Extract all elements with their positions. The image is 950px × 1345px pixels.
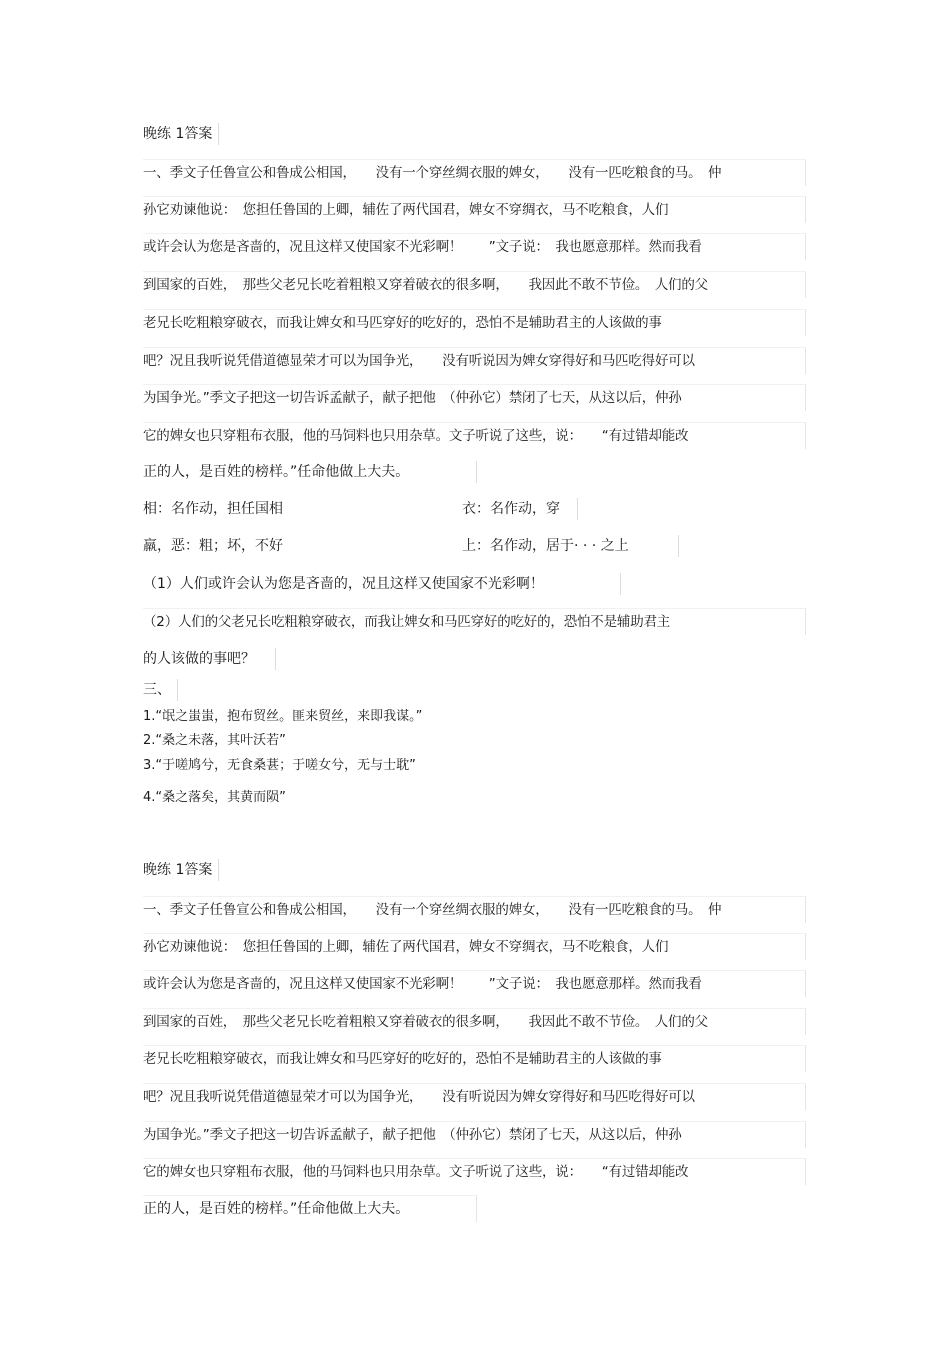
border-mark: [678, 535, 679, 557]
block1-para-line-3: 或许会认为您是吝啬的，况且这样又使国家不光彩啊！ ”文子说： 我也愿意那样。然而我看: [143, 233, 806, 260]
block2-para-line-9: 正的人，是百姓的榜样。”任命他做上大夫。: [143, 1195, 477, 1222]
block2-para-line-8: 它的婢女也只穿粗布衣服，他的马饲料也只用杂草。文子听说了这些，说： “有过错却能改: [143, 1158, 806, 1185]
block1-para-line-2: 孙它劝谏他说： 您担任鲁国的上卿，辅佐了两代国君，婢女不穿绸衣，马不吃粮食，人们: [143, 196, 806, 223]
block1-para-line-9: 正的人，是百姓的榜样。”任命他做上大夫。: [143, 464, 410, 480]
section3-label: 三、: [143, 682, 171, 698]
border-mark: [218, 859, 219, 881]
border-mark: [577, 498, 578, 520]
block2-para-line-4: 到国家的百姓， 那些父老兄长吃着粗粮又穿着破衣的很多啊， 我因此不敢不节俭。 人们的父: [143, 1008, 806, 1035]
border-mark: [620, 573, 621, 595]
word-right-2: 上：名作动，居于· · · 之上: [462, 538, 629, 554]
border-mark: [177, 679, 178, 701]
word-right-1: 衣：名作动，穿: [462, 501, 560, 517]
section3-item-1: 1.“氓之蚩蚩，抱布贸丝。匪来贸丝，来即我谋。”: [143, 709, 423, 724]
block2-para-line-6: 吧？况且我听说凭借道德显荣才可以为国争光， 没有听说因为婢女穿得好和马匹吃得好可以: [143, 1083, 806, 1110]
block1-para-line-8: 它的婢女也只穿粗布衣服，他的马饲料也只用杂草。文子听说了这些，说： “有过错却能改: [143, 422, 806, 449]
block1-para-line-7: 为国争光。”季文子把这一切告诉孟献子，献子把他 （仲孙它）禁闭了七天，从这以后，仲孙: [143, 384, 806, 411]
word-left-1: 相：名作动，担任国相: [143, 501, 283, 517]
block2-title-text: 晚练 1答案: [143, 862, 213, 878]
section3-item-4: 4.“桑之落矣，其黄而陨”: [143, 790, 286, 805]
block2-para-line-1: 一、季文子任鲁宣公和鲁成公相国， 没有一个穿丝绸衣服的婢女， 没有一匹吃粮食的马。 仲: [143, 896, 806, 923]
border-mark: [218, 123, 219, 145]
block2-title: [143, 857, 212, 883]
block1-para-line-4: 到国家的百姓， 那些父老兄长吃着粗粮又穿着破衣的很多啊， 我因此不敢不节俭。 人们的父: [143, 271, 806, 298]
block1-para-line-5: 老兄长吃粗粮穿破衣，而我让婢女和马匹穿好的吃好的，恐怕不是辅助君主的人该做的事: [143, 309, 806, 336]
word-left-2: 羸，恶：粗；坏，不好: [143, 538, 283, 554]
border-mark: [275, 648, 276, 670]
block1-para-line-6: 吧？况且我听说凭借道德显荣才可以为国争光， 没有听说因为婢女穿得好和马匹吃得好可以: [143, 347, 806, 374]
block2-para-line-3: 或许会认为您是吝啬的，况且这样又使国家不光彩啊！ ”文子说： 我也愿意那样。然而我看: [143, 970, 806, 997]
translation-2-cont: 的人该做的事吧？: [143, 651, 255, 667]
block2-para-line-2: 孙它劝谏他说： 您担任鲁国的上卿，辅佐了两代国君，婢女不穿绸衣，马不吃粮食，人们: [143, 933, 806, 960]
block1-title: [143, 121, 212, 147]
block1-para-line-1: 一、季文子任鲁宣公和鲁成公相国， 没有一个穿丝绸衣服的婢女， 没有一匹吃粮食的马。 仲: [143, 159, 806, 186]
section3-item-2: 2.“桑之未落，其叶沃若”: [143, 733, 286, 748]
block2-para-line-5: 老兄长吃粗粮穿破衣，而我让婢女和马匹穿好的吃好的，恐怕不是辅助君主的人该做的事: [143, 1045, 806, 1072]
block1-title-text: 晚练 1答案: [143, 126, 213, 142]
translation-1: （1）人们或许会认为您是吝啬的，况且这样又使国家不光彩啊！: [143, 576, 544, 592]
border-mark: [476, 461, 477, 483]
translation-2: （2）人们的父老兄长吃粗粮穿破衣，而我让婢女和马匹穿好的吃好的，恐怕不是辅助君主: [143, 608, 806, 635]
block2-para-line-7: 为国争光。”季文子把这一切告诉孟献子，献子把他 （仲孙它）禁闭了七天，从这以后，仲孙: [143, 1121, 806, 1148]
section3-item-3: 3.“于嗟鸠兮，无食桑葚；于嗟女兮，无与士耽”: [143, 758, 416, 773]
